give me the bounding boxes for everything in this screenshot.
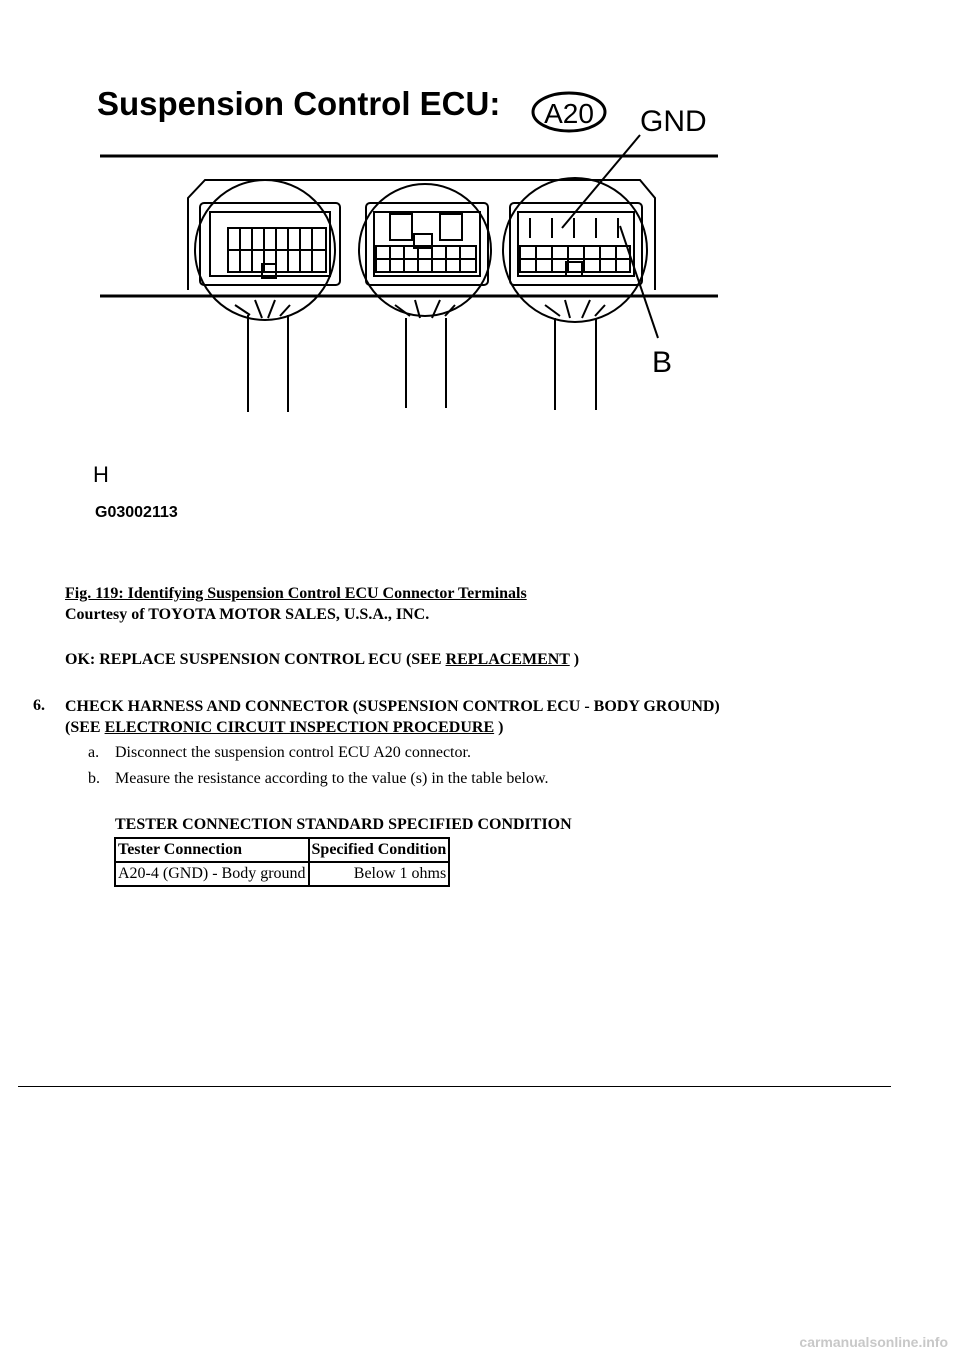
step-number: 6. bbox=[33, 697, 45, 714]
connector-figure bbox=[0, 0, 960, 540]
table-cell-specified-condition: Below 1 ohms bbox=[309, 862, 450, 886]
b-pointer bbox=[620, 226, 658, 338]
substep-a-text: Disconnect the suspension control ECU A20 connector. bbox=[115, 744, 471, 761]
inspection-procedure-link[interactable]: ELECTRONIC CIRCUIT INSPECTION PROCEDURE bbox=[104, 719, 495, 736]
table-header-specified-condition: Specified Condition bbox=[309, 838, 450, 862]
connector-code-badge bbox=[533, 93, 605, 131]
spec-table bbox=[114, 837, 450, 887]
table-header-tester-connection: Tester Connection bbox=[115, 838, 309, 862]
substep-a-label: a. bbox=[88, 744, 100, 761]
gnd-pointer bbox=[562, 135, 640, 228]
h-label: H bbox=[93, 462, 109, 487]
figure-title: Suspension Control ECU: bbox=[97, 85, 501, 122]
b-label: B bbox=[652, 346, 673, 379]
table-header-row bbox=[115, 838, 449, 862]
table-title: TESTER CONNECTION STANDARD SPECIFIED CONDITION bbox=[115, 816, 572, 833]
table-row bbox=[115, 862, 449, 886]
gnd-label: GND bbox=[640, 105, 707, 138]
table-cell-tester-connection: A20-4 (GND) - Body ground bbox=[115, 862, 309, 886]
footer-divider bbox=[18, 1086, 891, 1087]
step-heading: CHECK HARNESS AND CONNECTOR (SUSPENSION CONTROL ECU - BODY GROUND) bbox=[65, 698, 720, 715]
figure-id: G03002113 bbox=[95, 504, 178, 521]
replacement-link[interactable]: REPLACEMENT bbox=[445, 651, 570, 668]
substep-b-text: Measure the resistance according to the value (s) in the table below. bbox=[115, 770, 549, 787]
site-watermark: carmanualsonline.info bbox=[799, 1334, 948, 1350]
step-heading-see: (SEE ELECTRONIC CIRCUIT INSPECTION PROCEDURE ) bbox=[65, 719, 504, 736]
connector-code-label: A20 bbox=[544, 98, 594, 129]
figure-caption-courtesy: Courtesy of TOYOTA MOTOR SALES, U.S.A., INC. bbox=[65, 606, 430, 623]
figure-caption-title: Fig. 119: Identifying Suspension Control ECU Connector Terminals bbox=[65, 585, 527, 602]
substep-b-label: b. bbox=[88, 770, 100, 787]
ok-result-line: OK: REPLACE SUSPENSION CONTROL ECU (SEE REPLACEMENT ) bbox=[65, 651, 580, 668]
